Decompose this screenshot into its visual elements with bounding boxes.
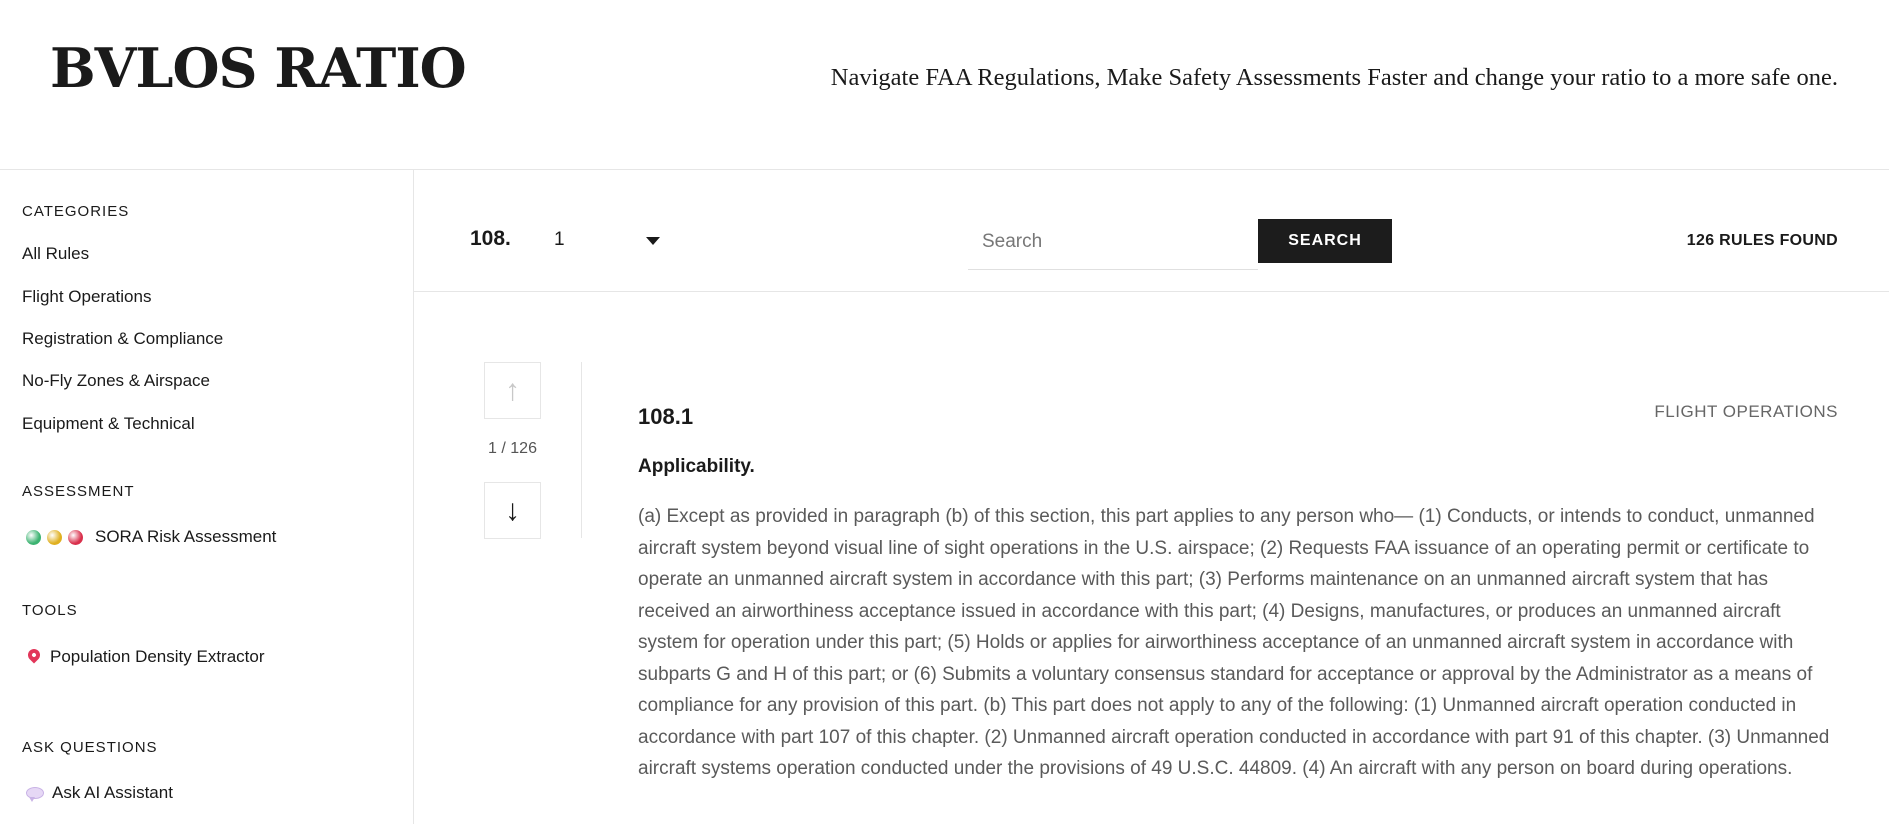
assessment-heading: ASSESSMENT bbox=[22, 483, 135, 500]
site-header bbox=[0, 0, 1889, 170]
site-logo[interactable]: BVLOS RATIO bbox=[50, 36, 466, 100]
site-tagline: Navigate FAA Regulations, Make Safety Assessments Faster and change your ratio to a more safe one. bbox=[830, 64, 1838, 91]
sidebar-item-sora-risk-assessment[interactable] bbox=[26, 527, 276, 547]
tools-heading: TOOLS bbox=[22, 602, 78, 619]
yellow-dot-icon bbox=[47, 530, 62, 545]
rules-found-count: 126 RULES FOUND bbox=[1686, 232, 1838, 249]
arrow-down-icon: ↓ bbox=[505, 493, 520, 527]
sidebar-item-label: SORA Risk Assessment bbox=[95, 527, 277, 546]
red-dot-icon bbox=[68, 530, 83, 545]
search-input[interactable] bbox=[968, 220, 1258, 270]
section-select-value: 1 bbox=[554, 229, 565, 250]
arrow-up-icon: ↑ bbox=[505, 373, 520, 407]
ask-questions-heading: ASK QUESTIONS bbox=[22, 739, 158, 756]
next-rule-button[interactable] bbox=[484, 482, 541, 539]
section-select[interactable] bbox=[554, 222, 674, 258]
sidebar bbox=[0, 170, 414, 824]
rule-category-badge: FLIGHT OPERATIONS bbox=[1654, 402, 1838, 421]
previous-rule-button[interactable] bbox=[484, 362, 541, 419]
sidebar-item-population-density-extractor[interactable] bbox=[22, 647, 265, 667]
sidebar-item-label: Ask AI Assistant bbox=[52, 783, 173, 802]
map-pin-icon bbox=[26, 647, 43, 664]
rule-number: 108.1 bbox=[638, 404, 694, 429]
rule-pager bbox=[414, 362, 582, 538]
sidebar-item-all-rules[interactable]: All Rules bbox=[22, 244, 90, 263]
categories-heading: CATEGORIES bbox=[22, 203, 130, 220]
search-button[interactable]: SEARCH bbox=[1258, 219, 1392, 263]
part-prefix: 108. bbox=[470, 227, 511, 250]
chevron-down-icon bbox=[646, 237, 660, 245]
sidebar-item-flight-operations[interactable]: Flight Operations bbox=[22, 287, 152, 306]
sidebar-item-equipment-technical[interactable]: Equipment & Technical bbox=[22, 414, 195, 433]
rules-toolbar bbox=[414, 170, 1889, 292]
sidebar-item-ask-ai-assistant[interactable] bbox=[26, 783, 173, 803]
rule-body: (a) Except as provided in paragraph (b) of this section, this part applies to any person who— (1) Conducts, or intends to conduct, unmanned aircraft system beyond visual line of sight operations in the U.S. airspace; (2) Requests FAA issuance of an operating permit or certificate to operate an unmanned aircraft system in accordance with this part; (3) Performs maintenance on an unmanned aircraft system that has received an airworthiness acceptance issued in accordance with this part; (4) Designs, manufactures, or produces an unmanned aircraft system for operation under this part; (5) Holds or applies for airworthiness acceptance of an unmanned aircraft system in accordance with subparts G and H of this part; or (6) Submits a voluntary consensus standard for acceptance or approval by the Administrator as a means of compliance for any provision of this part. (b) This part does not apply to any of the following: (1) Unmanned aircraft operation conducted in accordance with part 107 of this chapter. (2) Unmanned aircraft operation conducted in accordance with part 91 of this chapter. (3) Unmanned aircraft systems operation conducted under the provisions of 49 U.S.C. 44809. (4) An aircraft with any person on board during operations. bbox=[638, 506, 1830, 779]
green-dot-icon bbox=[26, 530, 41, 545]
rule-title: Applicability. bbox=[638, 456, 755, 477]
sidebar-item-no-fly-zones[interactable]: No-Fly Zones & Airspace bbox=[22, 371, 211, 390]
sidebar-item-registration-compliance[interactable]: Registration & Compliance bbox=[22, 329, 224, 348]
speech-bubble-icon bbox=[26, 787, 44, 799]
rule-position: 1 / 126 bbox=[488, 440, 537, 457]
sidebar-item-label: Population Density Extractor bbox=[50, 647, 265, 666]
